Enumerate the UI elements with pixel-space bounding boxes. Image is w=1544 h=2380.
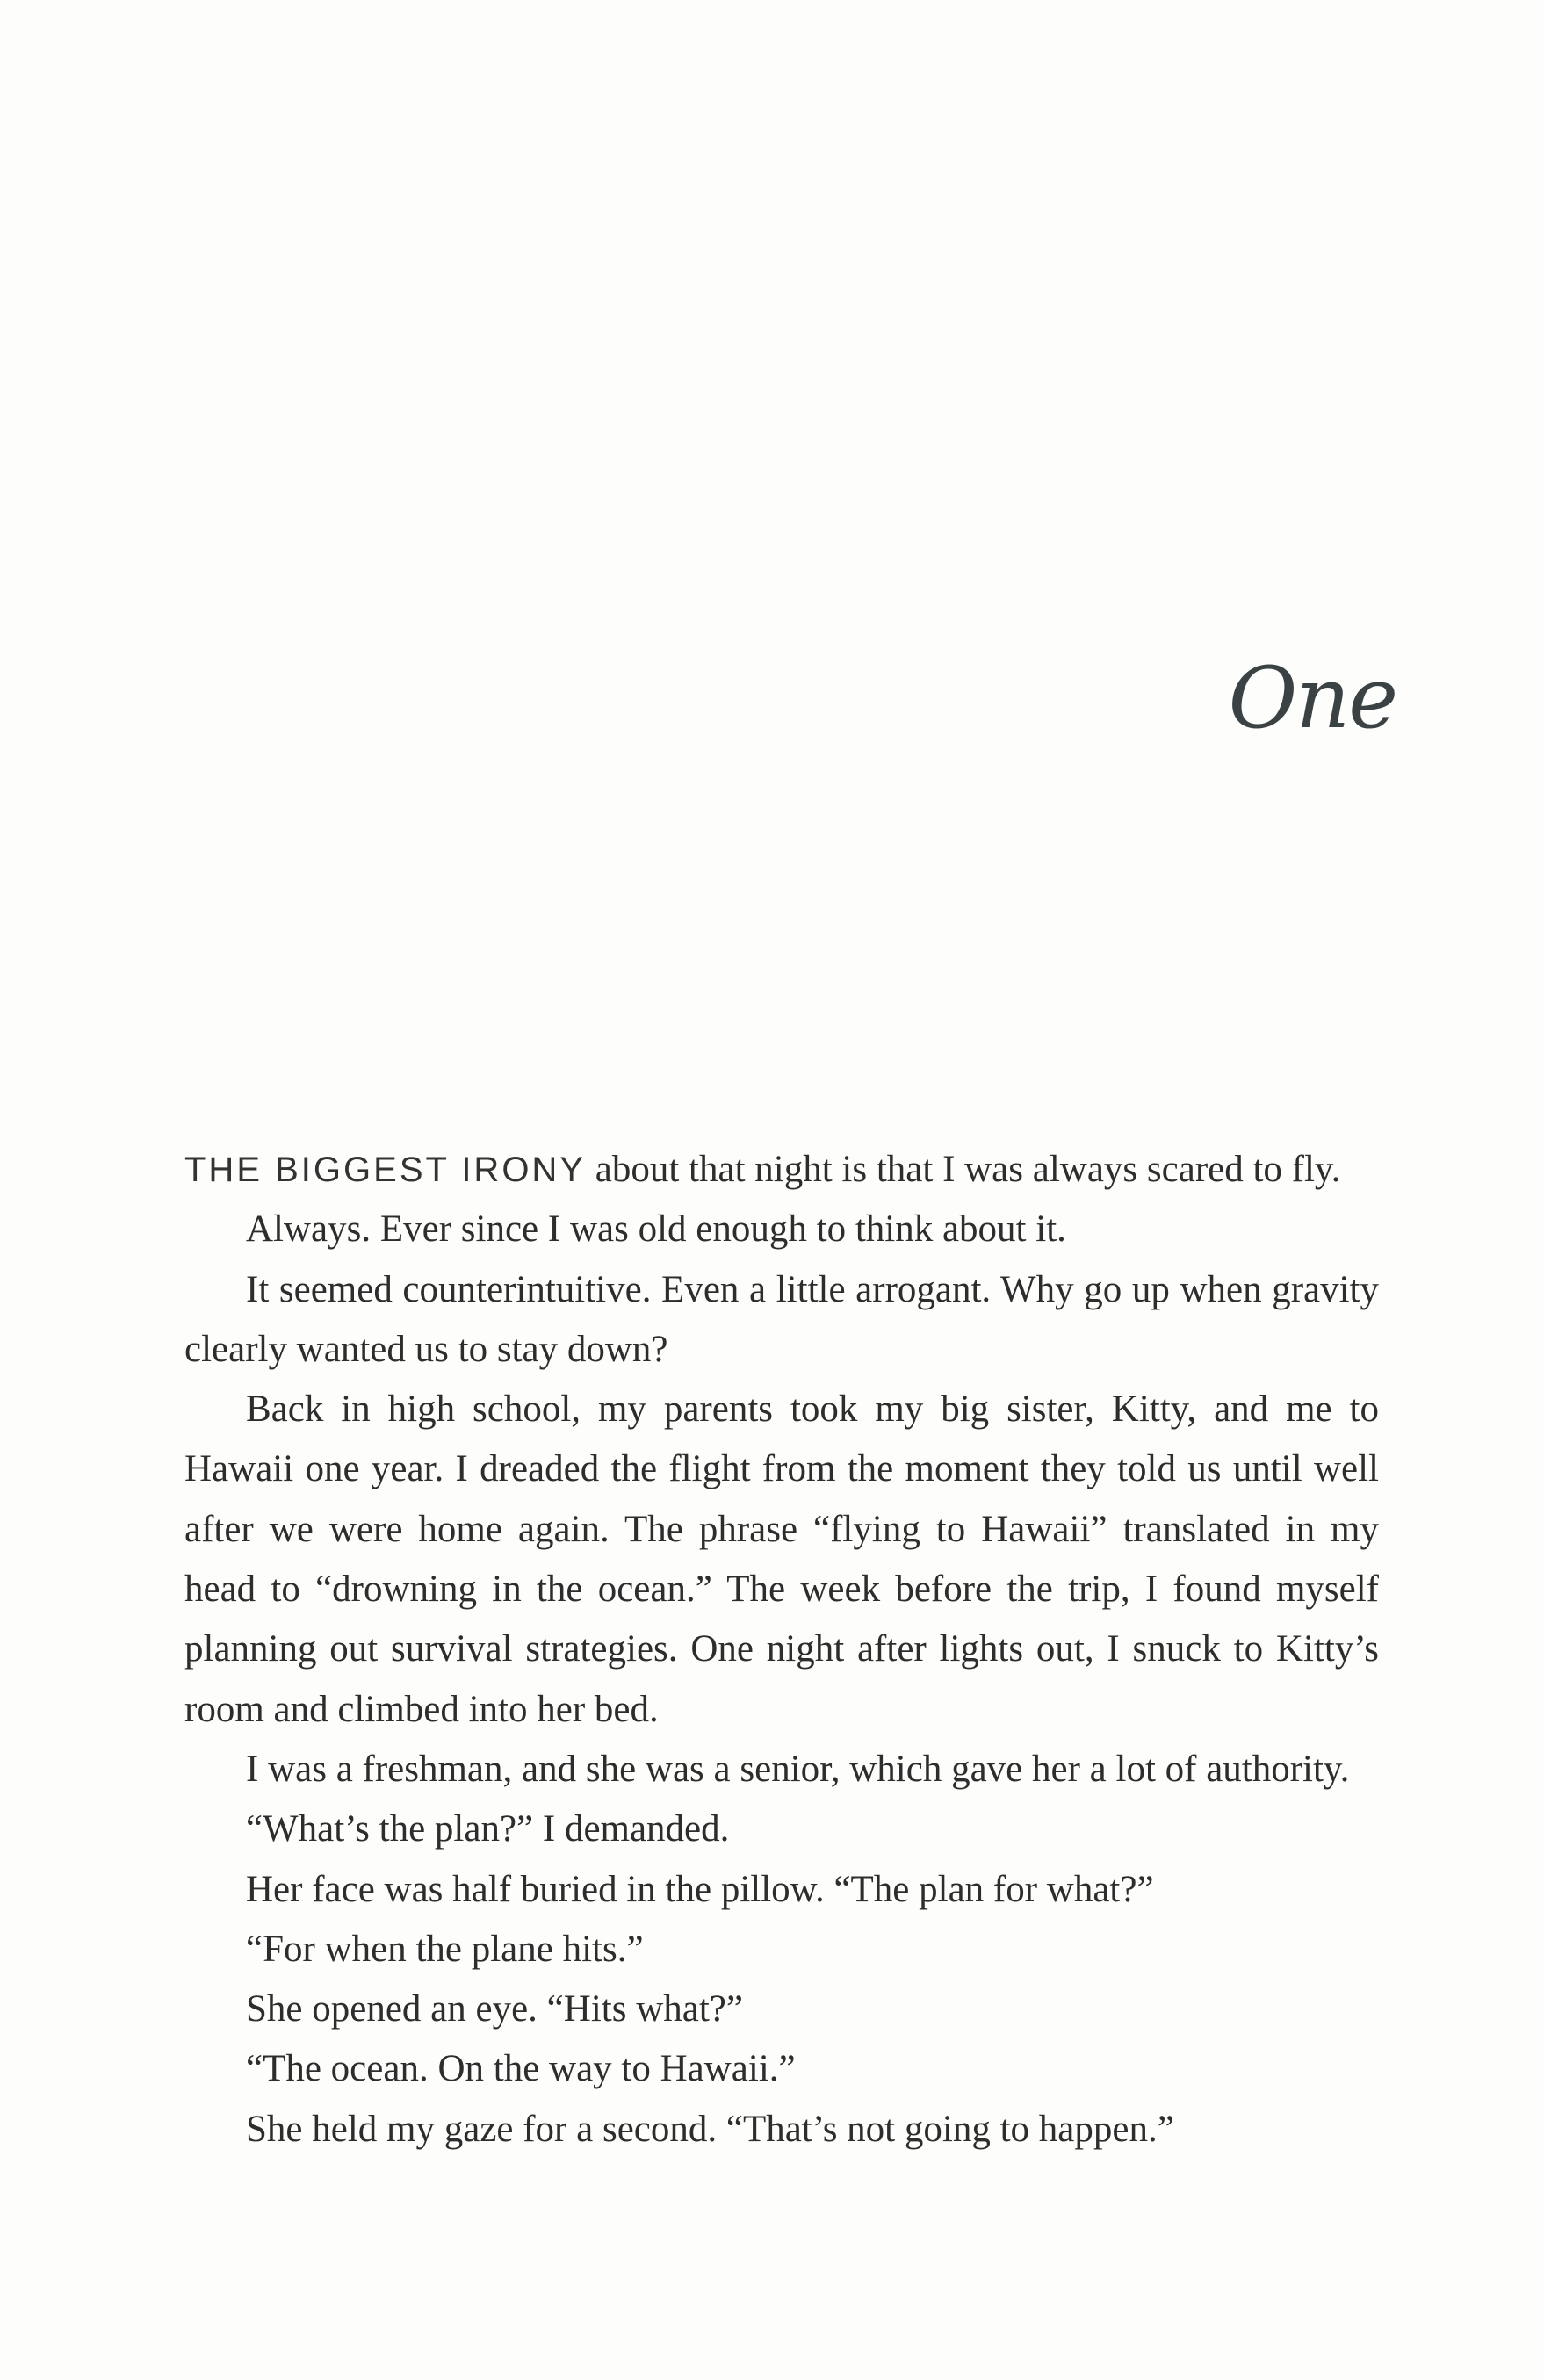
chapter-title: One	[1228, 649, 1396, 747]
paragraph-10: “The ocean. On the way to Hawaii.”	[246, 2048, 796, 2090]
paragraph-3: It seemed counterintuitive. Even a little arrogant. Why go up when gravity clearly wanted us to stay down?	[184, 1268, 1379, 1370]
paragraph-2: Always. Ever since I was old enough to think about it.	[246, 1208, 1066, 1251]
paragraph-8: “For when the plane hits.”	[246, 1928, 644, 1970]
lead-in-text: THE BIGGEST IRONY	[184, 1150, 586, 1189]
paragraph-9: She opened an eye. “Hits what?”	[246, 1988, 743, 2030]
paragraph-7: Her face was half buried in the pillow. “The plan for what?”	[246, 1868, 1154, 1910]
paragraph-1-text: about that night is that I was always scared to fly.	[586, 1149, 1341, 1190]
paragraph-1	[184, 1140, 1379, 1200]
paragraph-6: “What’s the plan?” I demanded.	[246, 1808, 730, 1850]
paragraph-11: She held my gaze for a second. “That’s not going to happen.”	[246, 2108, 1174, 2150]
paragraph-4: Back in high school, my parents took my big sister, Kitty, and me to Hawaii one year. I dreaded the flight from the moment they told us until well after we were home again. The phrase “flying to Hawaii” translated in my head to “drowning in the ocean.” The week before the trip, I found myself planning out survival strategies. One night after lights out, I snuck to Kitty’s room and climbed into her bed.	[184, 1388, 1379, 1730]
chapter-body	[184, 1140, 1379, 2160]
paragraph-5: I was a freshman, and she was a senior, which gave her a lot of authority.	[246, 1748, 1350, 1790]
